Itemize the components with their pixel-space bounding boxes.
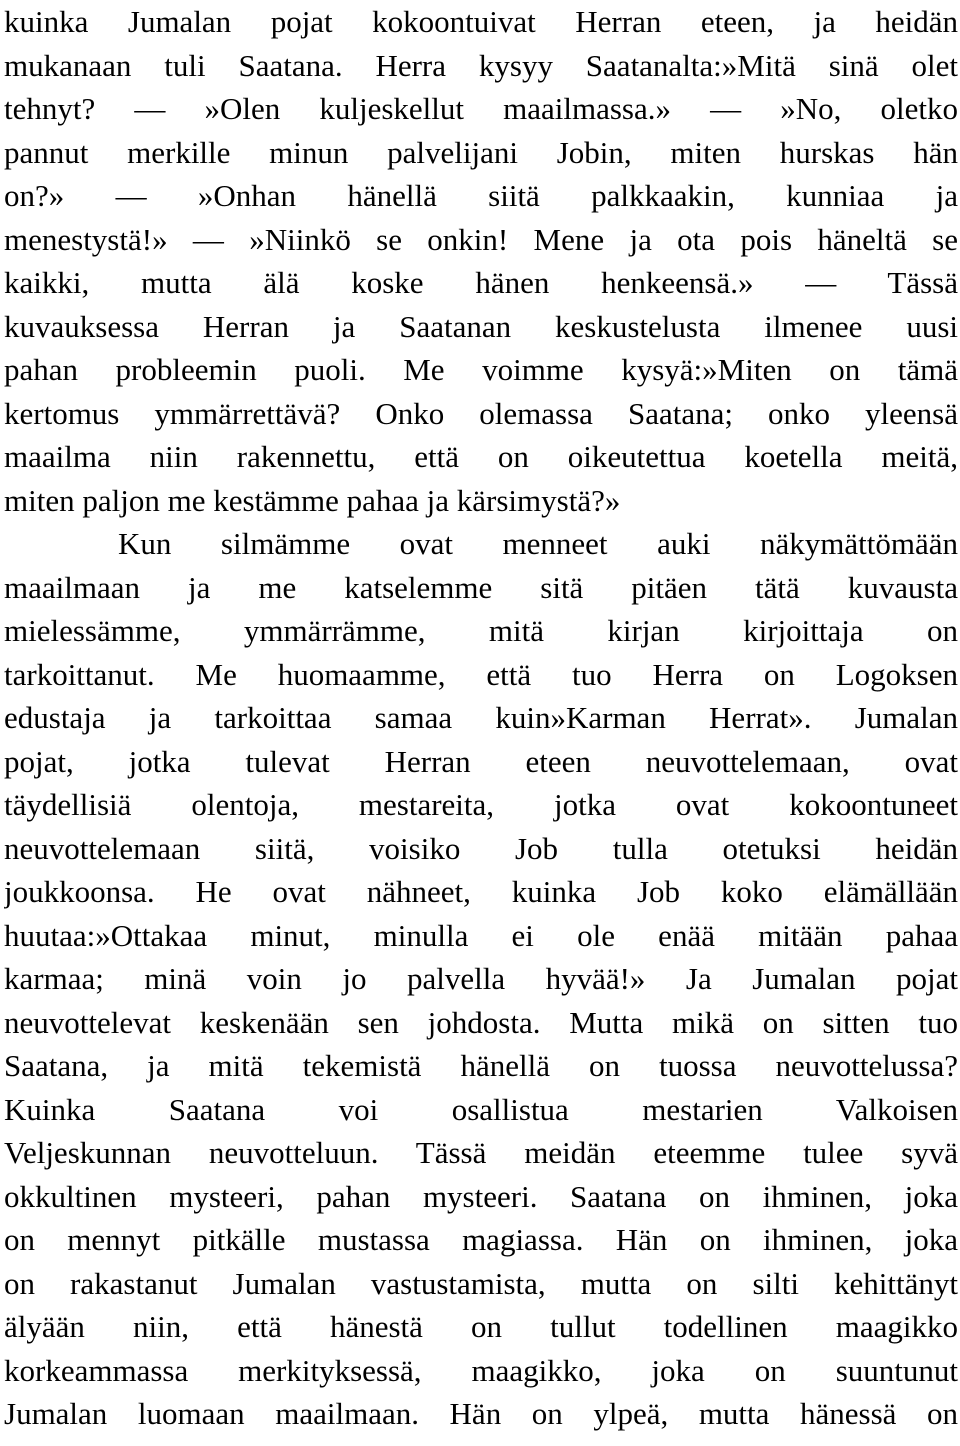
text-line: Saatana, ja mitä tekemistä hänellä on tuossa neuvottelussa? <box>4 1048 958 1083</box>
text-line: kuvauksessa Herran ja Saatanan keskustelusta ilmenee uusi <box>4 308 958 344</box>
document-page <box>4 0 958 1436</box>
text-line: pahan probleemin puoli. Me voimme kysyä:»Miten on tämä <box>4 352 958 387</box>
text-line: Veljeskunnan neuvotteluun. Tässä meidän eteemme tulee syvä <box>4 1135 958 1170</box>
text-line: maailma niin rakennettu, että on oikeutettua koetella meitä, <box>4 439 958 474</box>
text-line: pojat, jotka tulevat Herran eteen neuvottelemaan, ovat <box>4 743 958 779</box>
text-line: kaikki, mutta älä koske hänen henkeensä.» — Tässä <box>4 265 958 300</box>
text-line: miten paljon me kestämme pahaa ja kärsimystä?» <box>4 482 621 518</box>
text-line: huutaa:»Ottakaa minut, minulla ei ole enää mitään pahaa <box>4 917 958 953</box>
text-line: kuinka Jumalan pojat kokoontuivat Herran eteen, ja heidän <box>4 4 958 39</box>
text-line: neuvottelemaan siitä, voisiko Job tulla otetuksi heidän <box>4 830 958 866</box>
text-line: pannut merkille minun palvelijani Jobin, miten hurskas hän <box>4 134 958 170</box>
text-line: tehnyt? — »Olen kuljeskellut maailmassa.» — »No, oletko <box>4 91 958 126</box>
text-line: mukanaan tuli Saatana. Herra kysyy Saatanalta:»Mitä sinä olet <box>4 47 958 83</box>
text-line: neuvottelevat keskenään sen johdosta. Mutta mikä on sitten tuo <box>4 1004 958 1040</box>
text-line: Kuinka Saatana voi osallistua mestarien Valkoisen <box>4 1091 958 1127</box>
text-line: on rakastanut Jumalan vastustamista, mutta on silti kehittänyt <box>4 1265 958 1301</box>
text-line: joukkoonsa. He ovat nähneet, kuinka Job koko elämällään <box>4 874 958 909</box>
text-line: karmaa; minä voin jo palvella hyvää!» Ja Jumalan pojat <box>4 961 958 996</box>
text-line: Jumalan luomaan maailmaan. Hän on ylpeä, mutta hänessä on <box>4 1396 958 1431</box>
text-line: edustaja ja tarkoittaa samaa kuin»Karman Herrat». Jumalan <box>4 700 958 735</box>
text-line: älyään niin, että hänestä on tullut todellinen maagikko <box>4 1309 958 1344</box>
text-line: maailmaan ja me katselemme sitä pitäen tätä kuvausta <box>4 569 958 605</box>
text-line: mielessämme, ymmärrämme, mitä kirjan kirjoittaja on <box>4 613 958 648</box>
text-line: menestystä!» — »Niinkö se onkin! Mene ja ota pois häneltä se <box>4 221 958 257</box>
text-line: kertomus ymmärrettävä? Onko olemassa Saatana; onko yleensä <box>4 395 958 431</box>
text-line: okkultinen mysteeri, pahan mysteeri. Saatana on ihminen, joka <box>4 1178 958 1214</box>
text-line: on?» — »Onhan hänellä siitä palkkaakin, kunniaa ja <box>4 178 958 213</box>
text-line: tarkoittanut. Me huomaamme, että tuo Herra on Logoksen <box>4 656 958 692</box>
text-line: on mennyt pitkälle mustassa magiassa. Hän on ihminen, joka <box>4 1222 958 1257</box>
text-line: täydellisiä olentoja, mestareita, jotka ovat kokoontuneet <box>4 787 958 822</box>
text-line: korkeammassa merkityksessä, maagikko, joka on suuntunut <box>4 1352 958 1388</box>
paragraph-first-line: Kun silmämme ovat menneet auki näkymättömään <box>118 526 958 561</box>
